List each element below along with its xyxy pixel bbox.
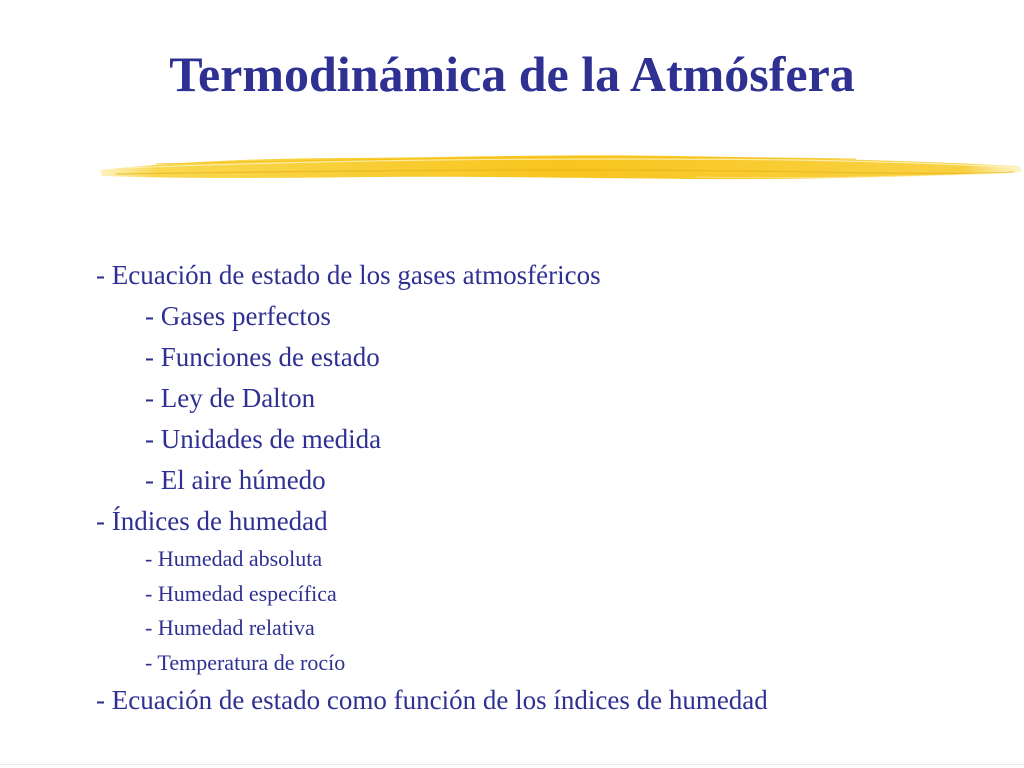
sub-bullet-item: - Humedad absoluta bbox=[145, 546, 323, 571]
slide-title: Termodinámica de la Atmósfera bbox=[169, 46, 855, 102]
sub-bullet-item: - El aire húmedo bbox=[145, 465, 326, 495]
bottom-divider bbox=[0, 764, 1024, 765]
bullet-item: - Ecuación de estado como función de los índices de humedad bbox=[96, 685, 768, 715]
sub-bullet-item: - Humedad relativa bbox=[145, 615, 315, 640]
bullet-list bbox=[96, 255, 1006, 721]
sub-bullet-item: - Ley de Dalton bbox=[145, 383, 316, 413]
yellow-brush-stroke bbox=[96, 146, 1024, 192]
sub-bullet-item: - Gases perfectos bbox=[145, 301, 331, 331]
sub-bullet-item: - Temperatura de rocío bbox=[145, 649, 346, 675]
sub-bullet-item: - Funciones de estado bbox=[145, 342, 380, 372]
sub-bullet-item: - Humedad específica bbox=[145, 580, 337, 606]
sub-bullet-item: - Unidades de medida bbox=[145, 424, 382, 454]
bullet-item: - Ecuación de estado de los gases atmosféricos bbox=[96, 260, 601, 290]
bullet-item: - Índices de humedad bbox=[96, 506, 328, 536]
